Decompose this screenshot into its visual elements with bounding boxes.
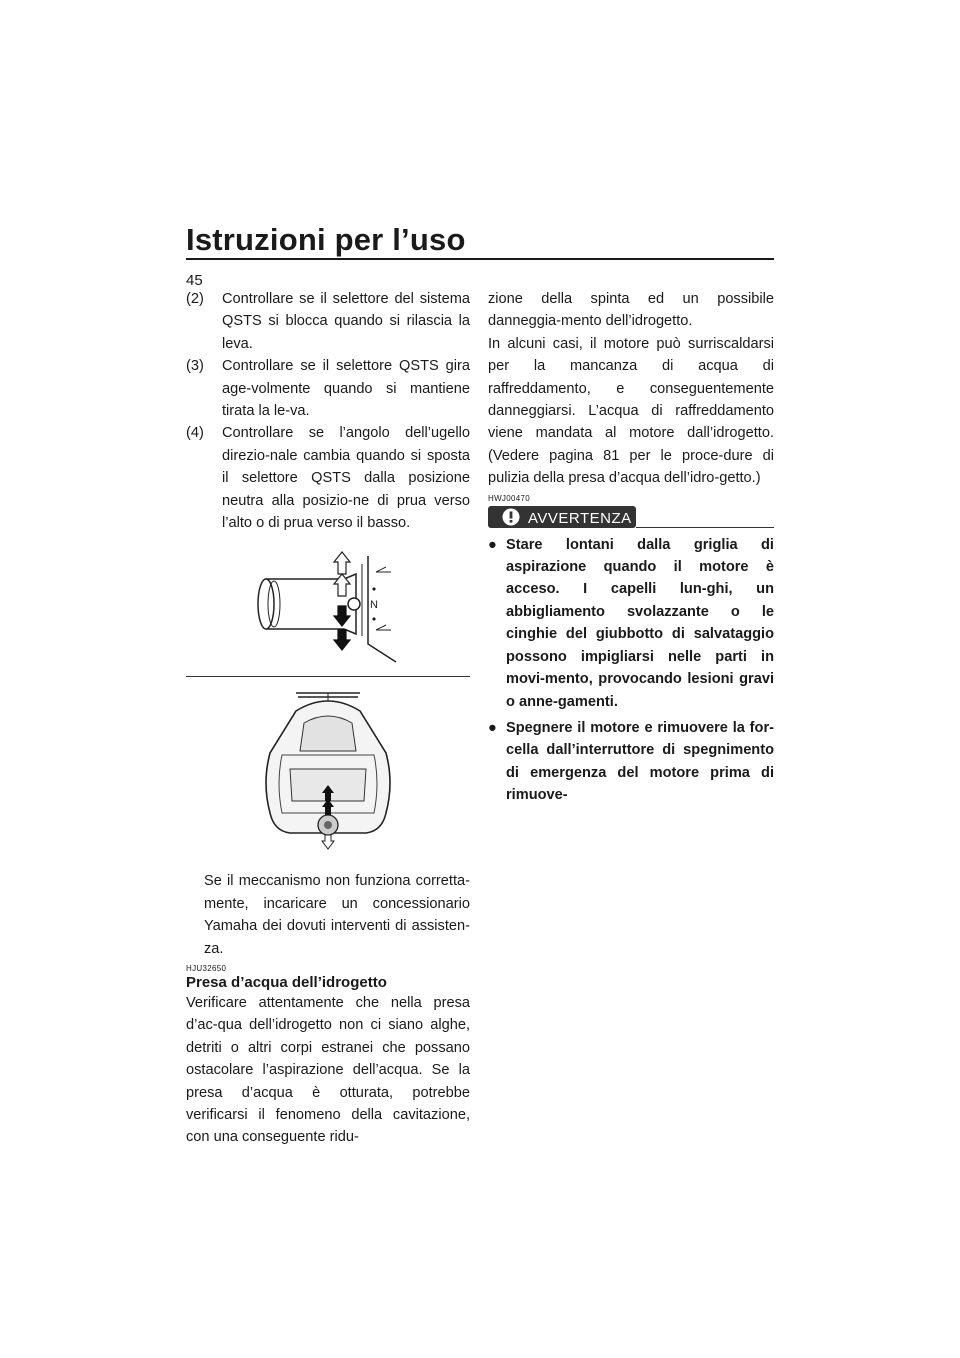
warning-header <box>488 506 774 530</box>
bullet-text: Spegnere il motore e rimuovere la for-cella dall’interruttore di spegnimento di emergenza del motore prima di rimuove- <box>506 719 774 804</box>
warning-icon <box>500 507 522 527</box>
step-text: Controllare se il selettore del sistema QSTS si blocca quando si rilascia la leva. <box>222 291 470 352</box>
step-number: (3) <box>186 358 204 375</box>
malfunction-note: Se il meccanismo non funziona corretta-mente, incaricare un concessionario Yamaha dei dovuti interventi di assisten-za. <box>204 873 470 957</box>
warning-badge <box>488 506 636 528</box>
continued-text: zione della spinta ed un possibile danneggia-mento dell’idrogetto. <box>488 291 774 330</box>
section-code: HJU32650 <box>186 963 227 973</box>
page-number: 45 <box>186 272 203 289</box>
neutral-label: N <box>370 599 378 612</box>
cooling-paragraph: In alcuni casi, il motore può surriscaldarsi per la mancanza di acqua di raffreddamento, e conseguentemente danneggiarsi. L’acqua di raffreddamento viene mandata al motore dall’idrogetto. (Vedere pagina 81 per le proce-dure di pulizia della presa d’acqua dell’idro-getto.) <box>488 335 774 487</box>
watercraft-top-view-illustration <box>186 683 470 853</box>
page-title: Istruzioni per l’uso <box>186 222 466 257</box>
figure-divider <box>186 676 470 677</box>
step-number: (2) <box>186 291 204 307</box>
step-text: Controllare se il selettore QSTS gira age-volmente quando si mantiene tirata la le-va. <box>222 358 470 420</box>
warning-rule <box>636 527 774 528</box>
warning-bullet <box>488 534 774 713</box>
step-4 <box>186 422 470 534</box>
bullet-icon: ● <box>488 536 497 553</box>
step-number: (4) <box>186 425 204 442</box>
warning-label: AVVERTENZA <box>528 509 632 527</box>
header-rule <box>186 258 774 260</box>
bullet-text: Stare lontani dalla griglia di aspirazione quando il motore è acceso. I capelli lun-ghi, un abbigliamento svolazzante o le cinghie del giubbotto di salvataggio possono impigliarsi nelle parti in movi-mento, provocando lesioni gravi o anne-gamenti. <box>506 536 774 710</box>
step-text: Controllare se l’angolo dell’ugello direzio-nale cambia quando si sposta il selettore QSTS dalla posizione neutra alla posizio-ne di prua verso l’alto o di prua verso il basso. <box>222 425 470 532</box>
warning-code: HWJ00470 <box>488 493 530 503</box>
qsts-lever-illustration <box>186 534 470 664</box>
right-column <box>488 288 774 807</box>
section-body: Verificare attentamente che nella presa d’ac-qua dell’idrogetto non ci siano alghe, detriti o altri corpi estranei che possano ostacolare l’aspirazione dell’acqua. Se la presa d’acqua è otturata, potrebbe verificarsi il fenomeno della cavitazione, con una conseguente ridu- <box>186 994 470 1146</box>
section-heading: Presa d’acqua dell’idrogetto <box>186 973 387 991</box>
step-2 <box>186 288 470 355</box>
left-column <box>186 288 470 1149</box>
qsts-figure <box>186 534 470 860</box>
step-3 <box>186 355 470 422</box>
warning-bullet <box>488 717 774 807</box>
bullet-icon: ● <box>488 719 497 736</box>
